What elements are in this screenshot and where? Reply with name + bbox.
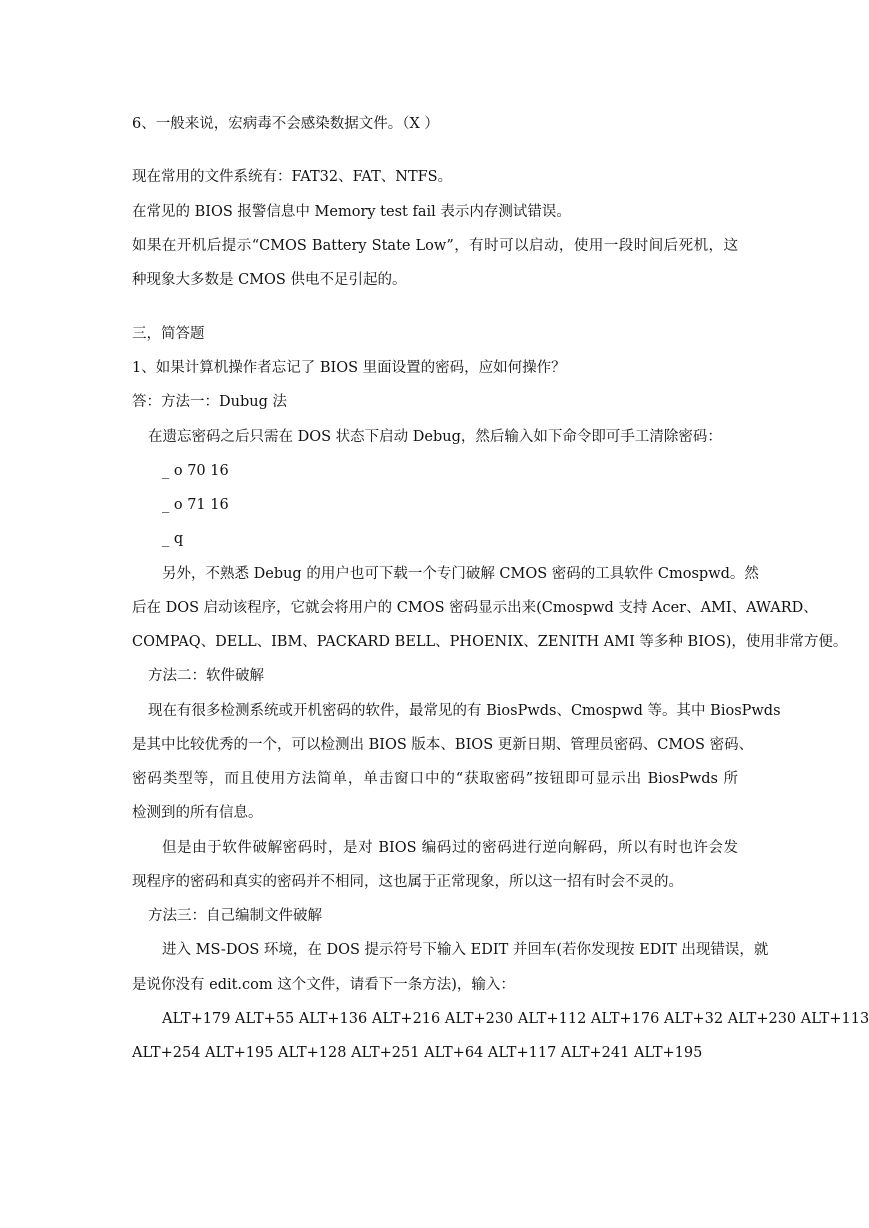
debug-command-2: _ o 71 16 (162, 497, 229, 513)
bios-alert-line: 在常见的 BIOS 报警信息中 Memory test fail 表示内存测试错误。 (132, 204, 571, 220)
biospwds-line-3: 密码类型等，而且使用方法简单，单击窗口中的“获取密码”按钮即可显示出 BiosPwds 所 (132, 771, 738, 787)
edit-line-1: 进入 MS-DOS 环境，在 DOS 提示符号下输入 EDIT 并回车(若你发现按 EDIT 出现错误，就 (162, 942, 769, 958)
decode-line-2: 现程序的密码和真实的密码并不相同，这也属于正常现象，所以这一招有时会不灵的。 (132, 874, 683, 890)
section-heading: 三，简答题 (132, 326, 205, 342)
question-1: 1、如果计算机操作者忘记了 BIOS 里面设置的密码，应如何操作？ (132, 360, 566, 376)
answer-method-1-heading: 答：方法一：Dubug 法 (132, 394, 287, 410)
debug-command-1: _ o 70 16 (162, 463, 229, 479)
cmospwd-line-2: 后在 DOS 启动该程序，它就会将用户的 CMOS 密码显示出来(Cmospwd 支持 Acer、AMI、AWARD、 (132, 600, 818, 616)
cmospwd-line-1: 另外，不熟悉 Debug 的用户也可下载一个专门破解 CMOS 密码的工具软件 Cmospwd。然 (162, 566, 759, 582)
biospwds-line-2: 是其中比较优秀的一个，可以检测出 BIOS 版本、BIOS 更新日期、管理员密码、CMOS 密码、 (132, 737, 754, 753)
debug-command-3: _ q (162, 531, 184, 547)
alt-codes-line-1: ALT+179 ALT+55 ALT+136 ALT+216 ALT+230 ALT+112 ALT+176 ALT+32 ALT+230 ALT+113 (162, 1011, 869, 1027)
method-2-heading: 方法二：软件破解 (148, 668, 264, 684)
biospwds-line-4: 检测到的所有信息。 (132, 805, 263, 821)
filesystem-line: 现在常用的文件系统有：FAT32、FAT、NTFS。 (132, 169, 453, 185)
cmos-battery-line-1: 如果在开机后提示“CMOS Battery State Low”，有时可以启动，使用一段时间后死机，这 (132, 238, 738, 254)
debug-intro: 在遗忘密码之后只需在 DOS 状态下启动 Debug，然后输入如下命令即可手工清除密码： (148, 429, 722, 445)
quiz-item-6: 6、一般来说，宏病毒不会感染数据文件。（X ） (132, 116, 439, 132)
biospwds-line-1: 现在有很多检测系统或开机密码的软件，最常见的有 BiosPwds、Cmospwd 等。其中 BiosPwds (148, 703, 781, 719)
alt-codes-line-2: ALT+254 ALT+195 ALT+128 ALT+251 ALT+64 ALT+117 ALT+241 ALT+195 (132, 1045, 703, 1061)
cmospwd-line-3: COMPAQ、DELL、IBM、PACKARD BELL、PHOENIX、ZENITH AMI 等多种 BIOS)，使用非常方便。 (132, 634, 848, 650)
edit-line-2: 是说你没有 edit.com 这个文件，请看下一条方法)，输入： (132, 977, 515, 993)
method-3-heading: 方法三：自己编制文件破解 (148, 908, 322, 924)
decode-line-1: 但是由于软件破解密码时，是对 BIOS 编码过的密码进行逆向解码，所以有时也许会发 (162, 840, 738, 856)
cmos-battery-line-2: 种现象大多数是 CMOS 供电不足引起的。 (132, 272, 407, 288)
